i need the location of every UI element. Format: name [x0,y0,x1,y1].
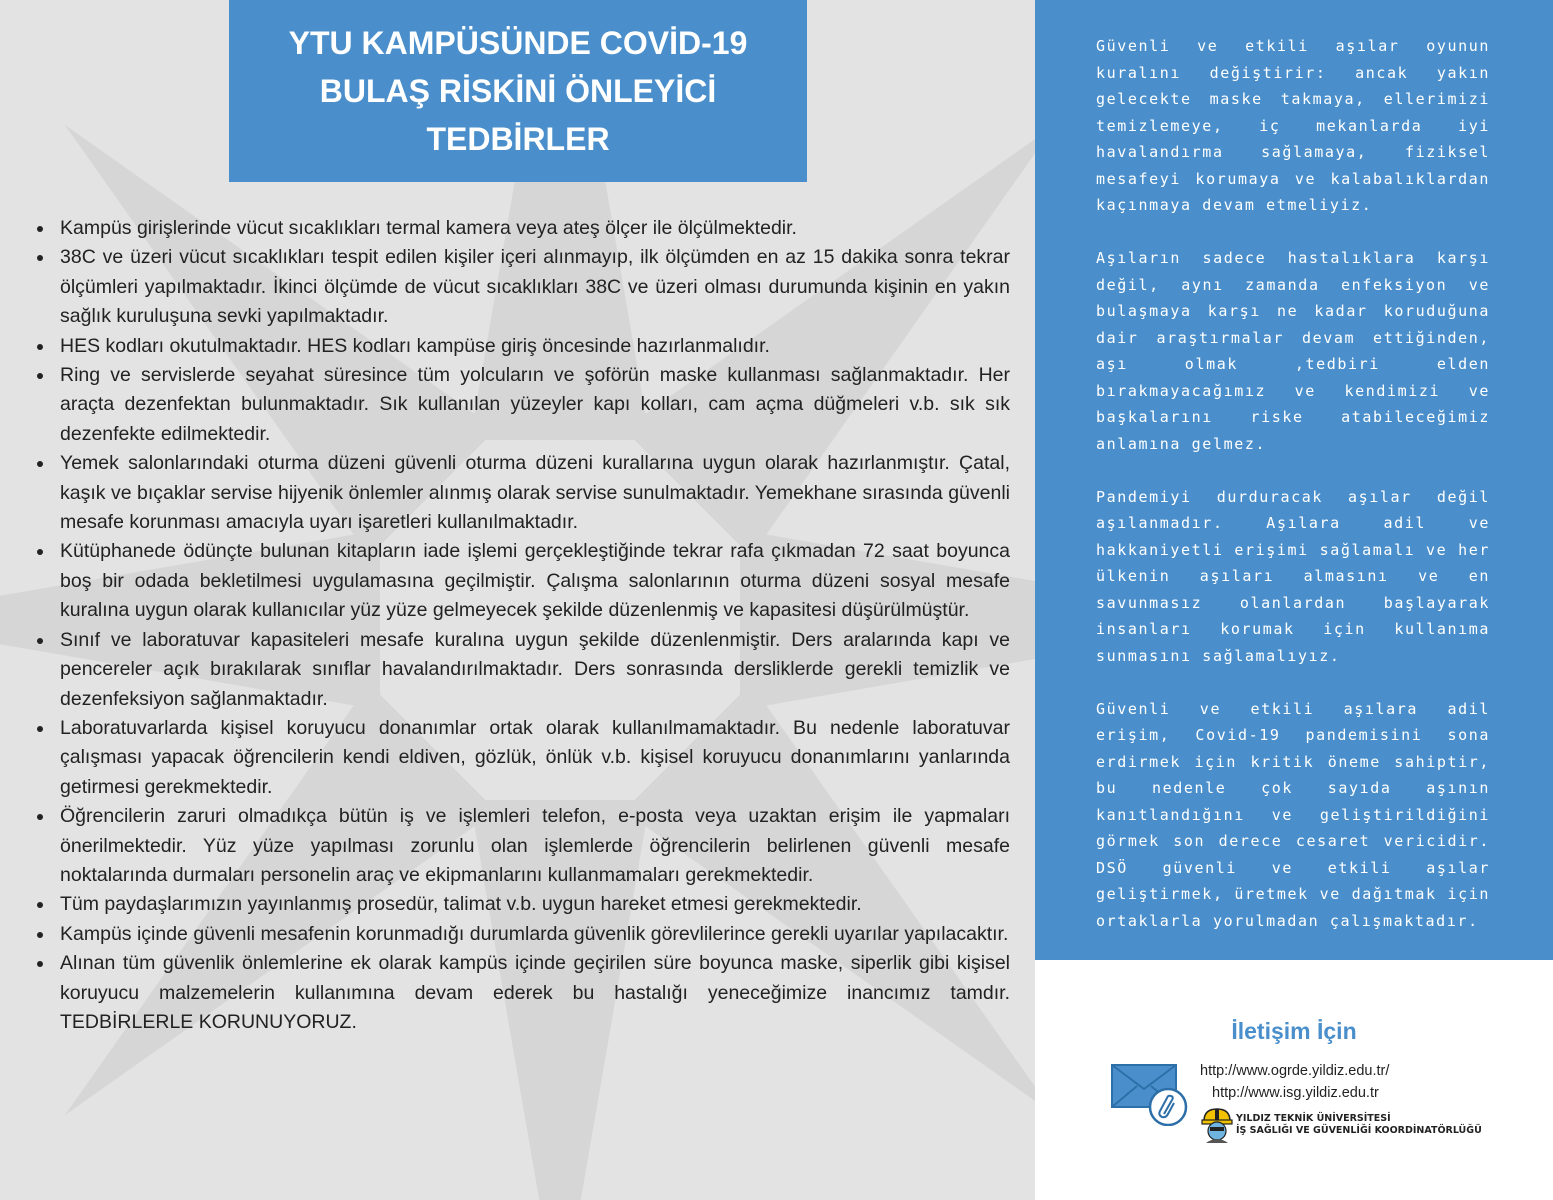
logo-text-line-2: İŞ SAĞLIĞI VE GÜVENLİĞİ KOORDİNATÖRLÜĞÜ [1236,1125,1482,1136]
logo-text [1236,1113,1482,1137]
title-line-2: BULAŞ RİSKİNİ ÖNLEYİCİ [319,73,717,109]
list-item: Tüm paydaşlarımızın yayınlanmış prosedür, talimat v.b. uygun hareket etmesi gerekmektedir. [35,890,1010,919]
list-item: Kampüs girişlerinde vücut sıcaklıkları termal kamera veya ateş ölçer ile ölçülmektedir. [35,214,1010,243]
title-line-3: TEDBİRLER [426,121,610,157]
contact-title: İletişim İçin [1231,1018,1357,1044]
list-item: Alınan tüm güvenlik önlemlerine ek olarak kampüs içinde geçirilen süre boyunca maske, siperlik gibi kişisel koruyucu malzemelerin kullanımına devam ederek bu hastalığı yeneceğimize inancımız tamdır. TEDBİRLERLE KORUNUYORUZ. [35,949,1010,1037]
list-item: Yemek salonlarındaki oturma düzeni güvenli oturma düzeni kurallarına uygun olarak hazırlanmıştır. Çatal, kaşık ve bıçaklar servise hijyenik önlemler alınmış olarak servise sunulmaktadır. Yemekhane sırasında güvenli mesafe korunması amacıyla uyarı işaretleri kullanılmaktadır. [35,449,1010,537]
list-item: Sınıf ve laboratuvar kapasiteleri mesafe kuralına uygun şekilde düzenlenmiştir. Ders aralarında kapı ve pencereler açık bırakılarak sınıflar havalandırılmaktadır. Ders sonrasında dersliklerde gerekli temizlik ve dezenfeksiyon sağlanmaktadır. [35,626,1010,714]
vaccine-paragraph: Aşıların sadece hastalıklara karşı değil, aynı zamanda enfeksiyon ve bulaşmaya karşı ne kadar koruduğuna dair araştırmalar devam ettiğinden, aşı olmak ,tedbiri elden bırakmayacağımız ve kendimizi ve başkalarını riske atabileceğimiz anlamına gelmez. [1096,249,1490,453]
page-title [229,0,807,182]
vaccine-paragraph: Güvenli ve etkili aşılara adil erişim, Covid-19 pandemisini sona erdirmek için kritik öneme sahiptir, bu nedenle çok sayıda aşının kanıtlandığını ve geliştirildiğini görmek son derece cesaret vericidir. DSÖ güvenli ve etkili aşılar geliştirmek, üretmek ve dağıtmak için ortaklarla yorulmadan çalışmaktadır. [1096,699,1490,930]
contact-section [1035,960,1553,1200]
worker-helmet-icon [1201,1107,1233,1143]
vaccine-paragraph: Pandemiyi durduracak aşılar değil aşılanmadır. Aşılara adil ve hakkaniyetli erişimi sağlamalı ve her ülkenin aşıları almasını ve en savunmasız olanlardan başlayarak insanları korumak için kullanıma sunmasını sağlamalıyız. [1096,487,1490,665]
isg-logo [1201,1107,1482,1143]
mail-attachment-icon [1111,1062,1203,1126]
list-item: Kütüphanede ödünçte bulunan kitapların iade işlemi gerçekleştiğinde tekrar rafa çıkmadan 72 saat boyunca boş bir odada bekletilmesi uygulamasına geçilmiştir. Çalışma salonlarının oturma düzeni sosyal mesafe kuralına uygun olarak kullanıcılar yüz yüze gelmeyecek şekilde düzenlenmiş ve kapasitesi düşürülmüştür. [35,537,1010,625]
vaccine-info-panel [1035,0,1553,960]
contact-link-ogrde[interactable]: http://www.ogrde.yildiz.edu.tr/ [1200,1063,1390,1079]
list-item: Laboratuvarlarda kişisel koruyucu donanımlar ortak olarak kullanılmamaktadır. Bu nedenle laboratuvar çalışması yapacak öğrencilerin kendi eldiven, gözlük, önlük v.b. kişisel koruyucu donanımlarını yanlarında getirmesi gerekmektedir. [35,714,1010,802]
vaccine-info-text [1096,33,1490,961]
list-item: Kampüs içinde güvenli mesafenin korunmadığı durumlarda güvenlik görevlilerince gerekli uyarılar yapılacaktır. [35,920,1010,949]
list-item: Ring ve servislerde seyahat süresince tüm yolcuların ve şoförün maske kullanması sağlanmaktadır. Her araçta dezenfektan bulunmaktadır. Sık kullanılan yüzeyler kapı kolları, cam açma düğmeleri v.b. sık sık dezenfekte edilmektedir. [35,361,1010,449]
title-line-1: YTU KAMPÜSÜNDE COVİD-19 [288,25,748,61]
vaccine-paragraph: Güvenli ve etkili aşılar oyunun kuralını değiştirir: ancak yakın gelecekte maske takmaya, ellerimizi temizlemeye, iç mekanlarda iyi havalandırma sağlamaya, fiziksel mesafeyi korumaya ve kalabalıklardan kaçınmaya devam etmeliyiz. [1096,37,1490,214]
contact-link-isg[interactable]: http://www.isg.yildiz.edu.tr [1212,1085,1379,1101]
list-item: Öğrencilerin zaruri olmadıkça bütün iş ve işlemleri telefon, e-posta veya uzaktan erişim ile yapmaları önerilmektedir. Yüz yüze yapılması zorunlu olan işlemlerde öğrencilerin belirlenen güvenli mesafe noktalarında durmaları personelin araç ve ekipmanlarını kullanmamaları gerekmektedir. [35,802,1010,890]
logo-text-line-1: YILDIZ TEKNİK ÜNİVERSİTESİ [1236,1113,1391,1124]
list-item: HES kodları okutulmaktadır. HES kodları kampüse giriş öncesinde hazırlanmalıdır. [35,332,1010,361]
measures-list [35,214,1010,1037]
list-item: 38C ve üzeri vücut sıcaklıkları tespit edilen kişiler içeri alınmayıp, ilk ölçümden en az 15 dakika sonra tekrar ölçümleri yapılmaktadır. İkinci ölçümde de vücut sıcaklıkları 38C ve üzeri olması durumunda kişinin en yakın sağlık kuruluşuna sevki yapılmaktadır. [35,243,1010,331]
